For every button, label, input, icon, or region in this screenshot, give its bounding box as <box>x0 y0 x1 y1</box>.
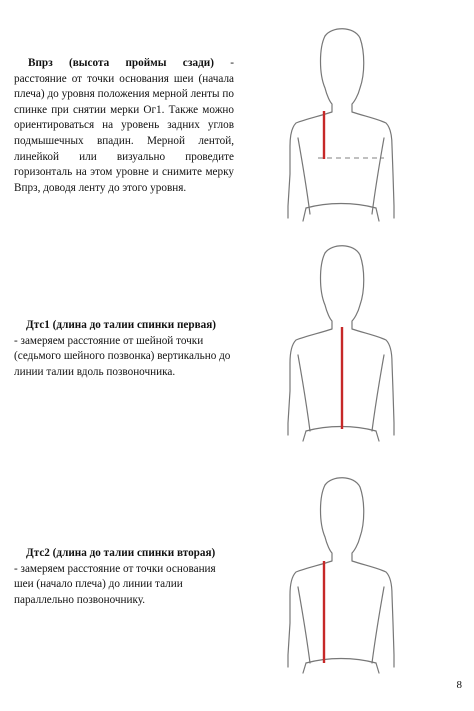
torso-outline <box>288 478 394 673</box>
torso-outline <box>288 29 394 221</box>
body-left-outline <box>288 36 332 218</box>
hip-left <box>303 431 306 441</box>
left-arm-crease <box>298 355 310 431</box>
section-dts1 <box>14 318 234 380</box>
figure-dts2 <box>270 475 410 675</box>
hip-right <box>376 431 379 441</box>
figure-vprz <box>270 26 410 226</box>
hip-right <box>376 208 379 221</box>
left-arm-crease <box>298 138 310 214</box>
section-dts2 <box>14 546 234 608</box>
section-dts2-title: Дтс2 (длина до талии спинки вторая) <box>26 547 216 559</box>
section-dts1-text: - замеряем расстояние от шейной точки (седьмого шейного позвонка) вертикально до линии талии вдоль позвоночника. <box>14 334 231 378</box>
waist-curve <box>306 659 376 664</box>
page-number: 8 <box>456 679 462 691</box>
hip-right <box>376 663 379 673</box>
right-arm-crease <box>372 138 384 214</box>
waist-curve <box>306 204 376 209</box>
body-right-outline <box>325 246 394 435</box>
right-arm-crease <box>372 355 384 431</box>
left-arm-crease <box>298 587 310 663</box>
section-dts1-title: Дтс1 (длина до талии спинки первая) <box>26 319 217 331</box>
body-left-outline <box>288 253 332 435</box>
section-vprz-text: - расстояние от точки основания шеи (начала плеча) до уровня положения мерной ленты по спинке при снятии мерки Ог1. Также можно ориентироваться на уровень задних углов подмышечных впадин. Мерной лентой, линейкой или визуально проведите горизонталь на этом уровне и снимите мерку Впрз, доводя ленту до этого уровня. <box>14 57 234 194</box>
figure-dts1 <box>270 243 410 443</box>
body-right-outline <box>325 29 394 218</box>
body-left-outline <box>288 485 332 667</box>
hip-left <box>303 208 306 221</box>
hip-left <box>303 663 306 673</box>
back-torso-figure-1 <box>270 26 410 226</box>
body-right-outline <box>325 478 394 667</box>
section-vprz-title: Впрз (высота проймы сзади) <box>28 57 214 69</box>
section-vprz <box>14 56 234 196</box>
right-arm-crease <box>372 587 384 663</box>
back-torso-figure-2 <box>270 243 410 443</box>
back-torso-figure-3 <box>270 475 410 675</box>
section-dts2-text: - замеряем расстояние от точки основания шеи (начало плеча) до линии талии параллельно позвоночнику. <box>14 562 216 606</box>
